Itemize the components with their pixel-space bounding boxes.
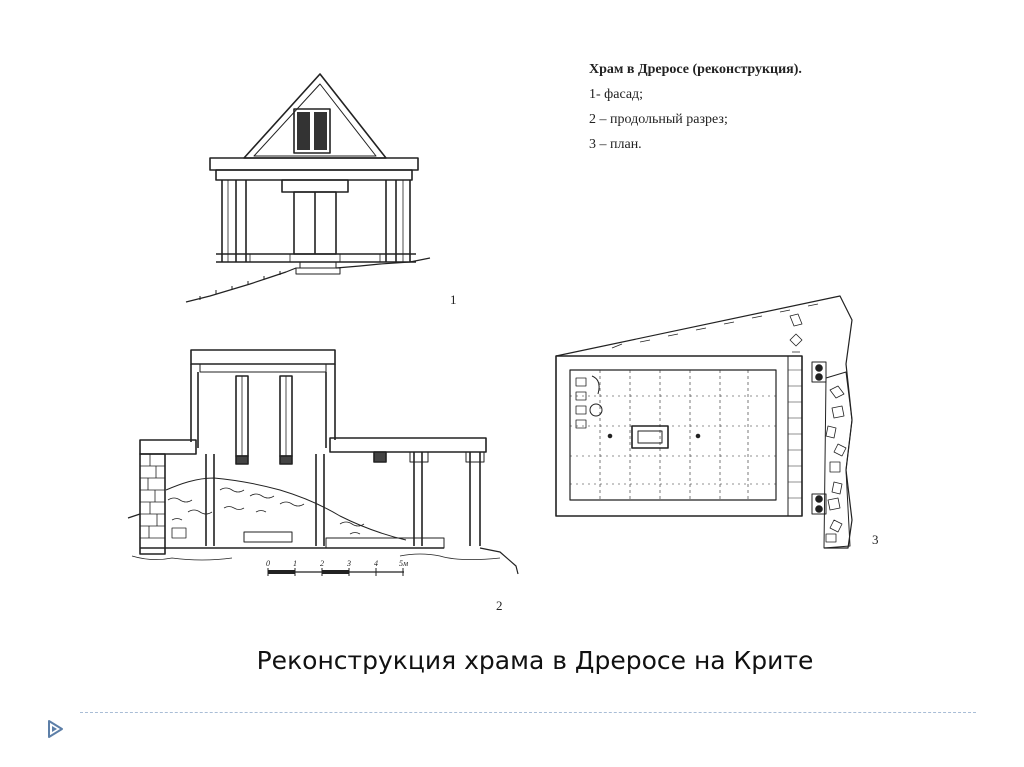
plan-drawing [556, 296, 852, 548]
facade-figure-number: 1 [450, 292, 457, 307]
scale-bar [268, 568, 404, 576]
scale-tick-2: 2 [320, 559, 324, 568]
scale-tick-4: 4 [374, 559, 378, 568]
section-figure-number: 2 [496, 598, 503, 613]
scale-tick-1: 1 [293, 559, 297, 568]
slide-caption: Реконструкция храма в Дреросе на Крите [256, 646, 814, 675]
legend [589, 62, 802, 162]
triangle-right-icon[interactable] [46, 719, 64, 739]
section-drawing [128, 350, 518, 574]
plan-figure-number: 3 [872, 532, 879, 547]
separator-line [80, 712, 976, 713]
scale-tick-0: 0 [266, 559, 270, 568]
scale-tick-3: 3 [347, 559, 351, 568]
legend-item-plan: 3 – план. [589, 137, 642, 152]
legend-item-facade: 1- фасад; [589, 87, 644, 102]
scale-tick-5: 5м [399, 559, 409, 568]
legend-item-section: 2 – продольный разрез; [589, 112, 728, 127]
scale-bar-labels [266, 559, 408, 568]
legend-title: Храм в Дреросе (реконструкция). [589, 62, 802, 77]
facade-drawing [186, 74, 430, 302]
